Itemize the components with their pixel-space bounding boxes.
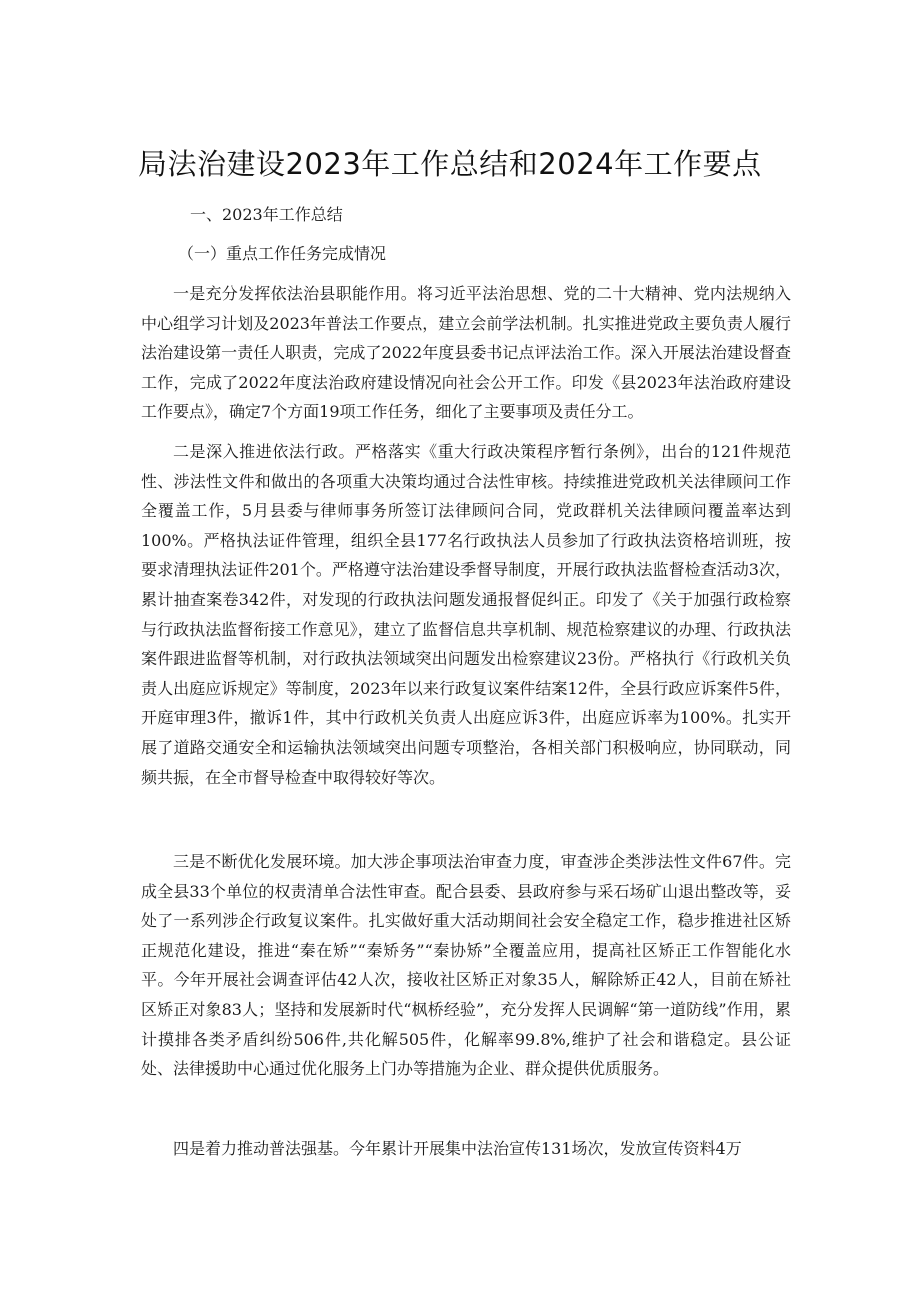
paragraph-3: 三是不断优化发展环境。加大涉企事项法治审查力度，审查涉企类涉法性文件67件。完成全县33个单位的权责清单合法性审查。配合县委、县政府参与采石场矿山退出整改等，妥处了一系列涉企行政复议案件。扎实做好重大活动期间社会安全稳定工作，稳步推进社区矫正规范化建设，推进“秦在矫”“秦矫务”“秦协矫”全覆盖应用，提高社区矫正工作智能化水平。今年开展社会调查评估42人次，接收社区矫正对象35人，解除矫正42人，目前在矫社区矫正对象83人；坚持和发展新时代“枫桥经验”，充分发挥人民调解“第一道防线”作用，累计摸排各类矛盾纠纷506件,共化解505件，化解率99.8%,维护了社会和谐稳定。县公证处、法律援助中心通过优化服务上门办等措施为企业、群众提供优质服务。 [141,852,791,1079]
document-title: 局法治建设2023年工作总结和2024年工作要点 [138,147,762,181]
paragraph-2: 二是深入推进依法行政。严格落实《重大行政决策程序暂行条例》，出台的121件规范性、涉法性文件和做出的各项重大决策均通过合法性审核。持续推进党政机关法律顾问工作全覆盖工作，5月县委与律师事务所签订法律顾问合同，党政群机关法律顾问覆盖率达到100%。严格执法证件管理，组织全县177名行政执法人员参加了行政执法资格培训班，按要求清理执法证件201个。严格遵守法治建设季督导制度，开展行政执法监督检查活动3次，累计抽查案卷342件，对发现的行政执法问题发通报督促纠正。印发了《关于加强行政检察与行政执法监督衔接工作意见》，建立了监督信息共享机制、规范检察建议的办理、行政执法案件跟进监督等机制，对行政执法领域突出问题发出检察建议23份。严格执行《行政机关负责人出庭应诉规定》等制度，2023年以来行政复议案件结案12件，全县行政应诉案件5件，开庭审理3件，撤诉1件，其中行政机关负责人出庭应诉3件，出庭应诉率为100%。扎实开展了道路交通安全和运输执法领域突出问题专项整治，各相关部门积极响应，协同联动，同频共振，在全市督导检查中取得较好等次。 [141,442,791,787]
section-heading: 一、2023年工作总结 [190,205,343,224]
paragraph-4: 四是着力推动普法强基。今年累计开展集中法治宣传131场次，发放宣传资料4万 [173,1139,742,1158]
subsection-heading: （一）重点工作任务完成情况 [178,244,387,263]
paragraph-1: 一是充分发挥依法治县职能作用。将习近平法治思想、党的二十大精神、党内法规纳入中心组学习计划及2023年普法工作要点，建立会前学法机制。扎实推进党政主要负责人履行法治建设第一责任人职责，完成了2022年度县委书记点评法治工作。深入开展法治建设督查工作，完成了2022年度法治政府建设情况向社会公开工作。印发《县2023年法治政府建设工作要点》，确定7个方面19项工作任务，细化了主要事项及责任分工。 [141,284,791,422]
